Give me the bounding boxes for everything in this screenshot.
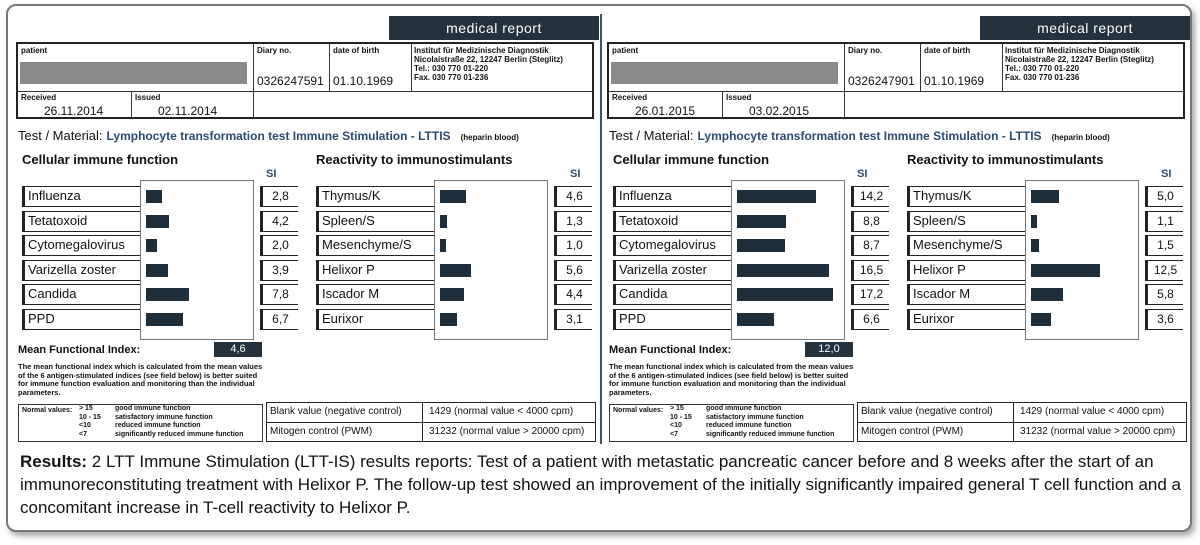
institute-line: Nicolaistraße 22, 12247 Berlin (Steglitz) [1005,55,1154,64]
si-value: 3,1 [554,309,592,330]
cellular-row [613,309,893,333]
diary-label: Diary no. [848,46,883,55]
issued-cell [132,91,254,119]
parameter-name: Influenza [613,186,731,207]
si-value: 1,0 [554,235,592,256]
mfi-value: 12,0 [805,342,853,357]
test-label: Test / Material: [609,128,694,143]
institute-line: Tel.: 030 770 01-220 [414,64,489,73]
si-value: 6,6 [851,309,889,330]
parameter-name: Thymus/K [907,186,1025,207]
mfi-label: Mean Functional Index: [18,344,141,356]
si-bar [440,190,466,203]
reactivity-row [316,309,596,333]
diary-number: 0326247901 [848,74,915,88]
reactivity-row [907,186,1187,210]
reactivity-row [907,284,1187,308]
cellular-row [22,260,302,284]
parameter-name: PPD [613,309,731,330]
issued-label: Issued [135,93,161,102]
cellular-row [613,211,893,235]
patient-cell [609,44,845,91]
reactivity-row [316,260,596,284]
institute-line: Institut für Medizinische Diagnostik [1005,46,1140,55]
normal-desc: good immune function [706,405,782,412]
issued-date: 02.11.2014 [158,104,218,118]
patient-cell [18,44,254,91]
si-value: 12,5 [1145,260,1183,281]
medical-report-before [14,14,599,446]
reactivity-row [316,284,596,308]
si-value: 8,8 [851,211,889,232]
medical-report-after [605,14,1190,446]
parameter-name: Influenza [22,186,140,207]
normal-ranges [79,405,101,439]
test-note: (heparin blood) [460,133,519,142]
mitogen-label: Mitogen control (PWM) [270,426,373,437]
si-bar [146,288,189,301]
normal-range: <7 [670,430,678,438]
si-bar [737,239,785,252]
cellular-title: Cellular immune function [613,152,770,167]
blank-value: 1429 (normal value < 4000 cpm) [1020,406,1165,417]
dob-cell [330,44,412,91]
dob-label: date of birth [333,46,380,55]
test-note: (heparin blood) [1051,133,1110,142]
received-date: 26.11.2014 [44,104,104,118]
cellular-row [613,235,893,259]
normal-values-box [18,404,263,442]
parameter-name: Thymus/K [316,186,434,207]
mfi-label: Mean Functional Index: [609,344,732,356]
test-name: Lymphocyte transformation test Immune Stimulation - LTTIS [106,129,451,143]
diary-label: Diary no. [257,46,292,55]
normal-desc: reduced immune function [706,422,792,429]
reactivity-row [316,211,596,235]
parameter-name: Tetatoxoid [613,211,731,232]
normal-ranges [670,405,692,439]
cellular-row [613,284,893,308]
parameter-name: Mesenchyme/S [907,235,1025,256]
cellular-title: Cellular immune function [22,152,179,167]
normal-range: 10 - 15 [79,413,101,421]
parameter-name: PPD [22,309,140,330]
patient-label: patient [21,46,48,55]
normal-range: <7 [79,430,87,438]
mitogen-row [858,423,1186,442]
patient-label: patient [612,46,639,55]
reactivity-row [907,309,1187,333]
received-label: Received [21,93,57,102]
reactivity-row [907,260,1187,284]
received-label: Received [612,93,648,102]
si-value: 4,4 [554,284,592,305]
diary-cell [254,44,330,91]
controls-table [266,402,596,442]
patient-name-redacted [611,62,838,84]
cellular-row [22,186,302,210]
si-value: 2,0 [260,235,298,256]
si-value: 4,2 [260,211,298,232]
normal-descriptions [706,405,834,439]
cellular-row [22,309,302,333]
si-bar [440,264,471,277]
report-banner: medical report [389,16,599,40]
test-label: Test / Material: [18,128,103,143]
si-bar [440,239,446,252]
dob-label: date of birth [924,46,971,55]
patient-name-redacted [20,62,247,84]
dob-cell [921,44,1003,91]
parameter-name: Spleen/S [316,211,434,232]
normal-desc: reduced immune function [115,422,201,429]
normal-range: 10 - 15 [670,413,692,421]
si-value: 1,1 [1145,211,1183,232]
test-material [609,128,1110,143]
si-bar [737,288,833,301]
issued-label: Issued [726,93,752,102]
caption-lead: Results: [20,452,88,471]
normal-descriptions [115,405,243,439]
si-header-reactivity: SI [1161,168,1172,180]
reactivity-title: Reactivity to immunostimulants [907,152,1104,167]
report-header [607,42,1185,119]
mitogen-value: 31232 (normal value > 20000 cpm) [429,426,585,437]
normal-values-box [609,404,854,442]
si-bar [146,264,168,277]
si-bar [146,313,183,326]
blank-label: Blank value (negative control) [861,406,993,417]
normal-range: <10 [670,422,682,429]
blank-value: 1429 (normal value < 4000 cpm) [429,406,574,417]
si-value: 8,7 [851,235,889,256]
parameter-name: Candida [613,284,731,305]
si-value: 16,5 [851,260,889,281]
figure-frame [6,4,1192,532]
si-value: 4,6 [554,186,592,207]
results-caption [20,450,1192,519]
si-bar [1031,313,1051,326]
diary-number: 0326247591 [257,74,324,88]
si-header-cellular: SI [266,168,277,180]
dob-value: 01.10.1969 [333,74,394,88]
si-bar [1031,239,1039,252]
report-divider [600,14,602,444]
parameter-name: Cytomegalovirus [613,235,731,256]
si-value: 2,8 [260,186,298,207]
normal-desc: significantly reduced immune function [115,430,244,438]
parameter-name: Eurixor [907,309,1025,330]
reactivity-row [907,211,1187,235]
mfi-description: The mean functional index which is calculated from the mean values of the 6 antigen-stimulated indices (see field below) is better suited for immune function evaluation and monitoring than the individual parameters. [18,362,263,397]
dob-value: 01.10.1969 [924,74,985,88]
si-bar [146,239,157,252]
received-cell [18,91,132,119]
si-value: 17,2 [851,284,889,305]
normal-desc: satisfactory immune function [706,413,804,421]
si-value: 14,2 [851,186,889,207]
controls-table [857,402,1187,442]
si-bar [1031,215,1037,228]
parameter-name: Iscador M [907,284,1025,305]
si-value: 3,9 [260,260,298,281]
mitogen-row [267,423,595,442]
blank-label: Blank value (negative control) [270,406,402,417]
si-value: 5,6 [554,260,592,281]
normal-desc: satisfactory immune function [115,413,213,421]
parameter-name: Eurixor [316,309,434,330]
report-banner: medical report [980,16,1190,40]
parameter-name: Iscador M [316,284,434,305]
report-header [16,42,594,119]
normal-label: Normal values: [22,407,73,414]
parameter-name: Mesenchyme/S [316,235,434,256]
institute-line: Tel.: 030 770 01-220 [1005,64,1080,73]
received-date: 26.01.2015 [635,104,696,118]
si-value: 5,8 [1145,284,1183,305]
si-header-reactivity: SI [570,168,581,180]
normal-desc: significantly reduced immune function [706,430,835,438]
mitogen-value: 31232 (normal value > 20000 cpm) [1020,426,1176,437]
cellular-row [613,186,893,210]
si-value: 1,3 [554,211,592,232]
si-bar [737,264,829,277]
si-bar [440,313,457,326]
institute-address [414,46,594,82]
si-value: 5,0 [1145,186,1183,207]
normal-range: <10 [79,422,91,429]
cellular-row [22,235,302,259]
cellular-row [613,260,893,284]
si-bar [440,288,464,301]
reactivity-row [907,235,1187,259]
diary-cell [845,44,921,91]
si-bar [146,190,162,203]
si-value: 6,7 [260,309,298,330]
reactivity-title: Reactivity to immunostimulants [316,152,513,167]
cellular-row [22,284,302,308]
mfi-description: The mean functional index which is calculated from the mean values of the 6 antigen-stimulated indices (see field below) is better suited for immune function evaluation and monitoring than the individual parameters. [609,362,854,397]
caption-text: 2 LTT Immune Stimulation (LTT-IS) results reports: Test of a patient with metastatic pancreatic cancer before and 8 weeks after the start of an immunoreconstituting treatment with Helixor P. The follow-up test showed an improvement of the initially significantly impaired general T cell function and a concomitant increase in T-cell reactivity to Helixor P. [20,452,1181,517]
normal-label: Normal values: [613,407,664,414]
si-value: 7,8 [260,284,298,305]
reactivity-row [316,235,596,259]
si-bar [737,190,816,203]
si-bar [737,215,786,228]
institute-line: Fax. 030 770 01-236 [414,73,489,82]
mitogen-label: Mitogen control (PWM) [861,426,964,437]
normal-range: > 15 [670,405,684,412]
parameter-name: Varizella zoster [22,260,140,281]
institute-address [1005,46,1185,82]
reactivity-row [316,186,596,210]
mfi-value: 4,6 [214,342,262,357]
si-value: 1,5 [1145,235,1183,256]
si-bar [1031,264,1100,277]
blank-row [858,403,1186,422]
si-bar [146,215,169,228]
received-cell [609,91,723,119]
parameter-name: Helixor P [316,260,434,281]
cellular-row [22,211,302,235]
normal-desc: good immune function [115,405,191,412]
issued-cell [723,91,845,119]
si-bar [737,313,774,326]
si-bar [1031,288,1063,301]
issued-date: 03.02.2015 [749,104,810,118]
blank-row [267,403,595,422]
parameter-name: Helixor P [907,260,1025,281]
si-bar [1031,190,1059,203]
normal-range: > 15 [79,405,93,412]
test-name: Lymphocyte transformation test Immune Stimulation - LTTIS [697,129,1042,143]
institute-line: Fax. 030 770 01-236 [1005,73,1080,82]
parameter-name: Tetatoxoid [22,211,140,232]
parameter-name: Varizella zoster [613,260,731,281]
si-value: 3,6 [1145,309,1183,330]
si-bar [440,215,447,228]
parameter-name: Cytomegalovirus [22,235,140,256]
institute-line: Institut für Medizinische Diagnostik [414,46,549,55]
parameter-name: Candida [22,284,140,305]
institute-line: Nicolaistraße 22, 12247 Berlin (Steglitz) [414,55,563,64]
si-header-cellular: SI [857,168,868,180]
parameter-name: Spleen/S [907,211,1025,232]
test-material [18,128,519,143]
